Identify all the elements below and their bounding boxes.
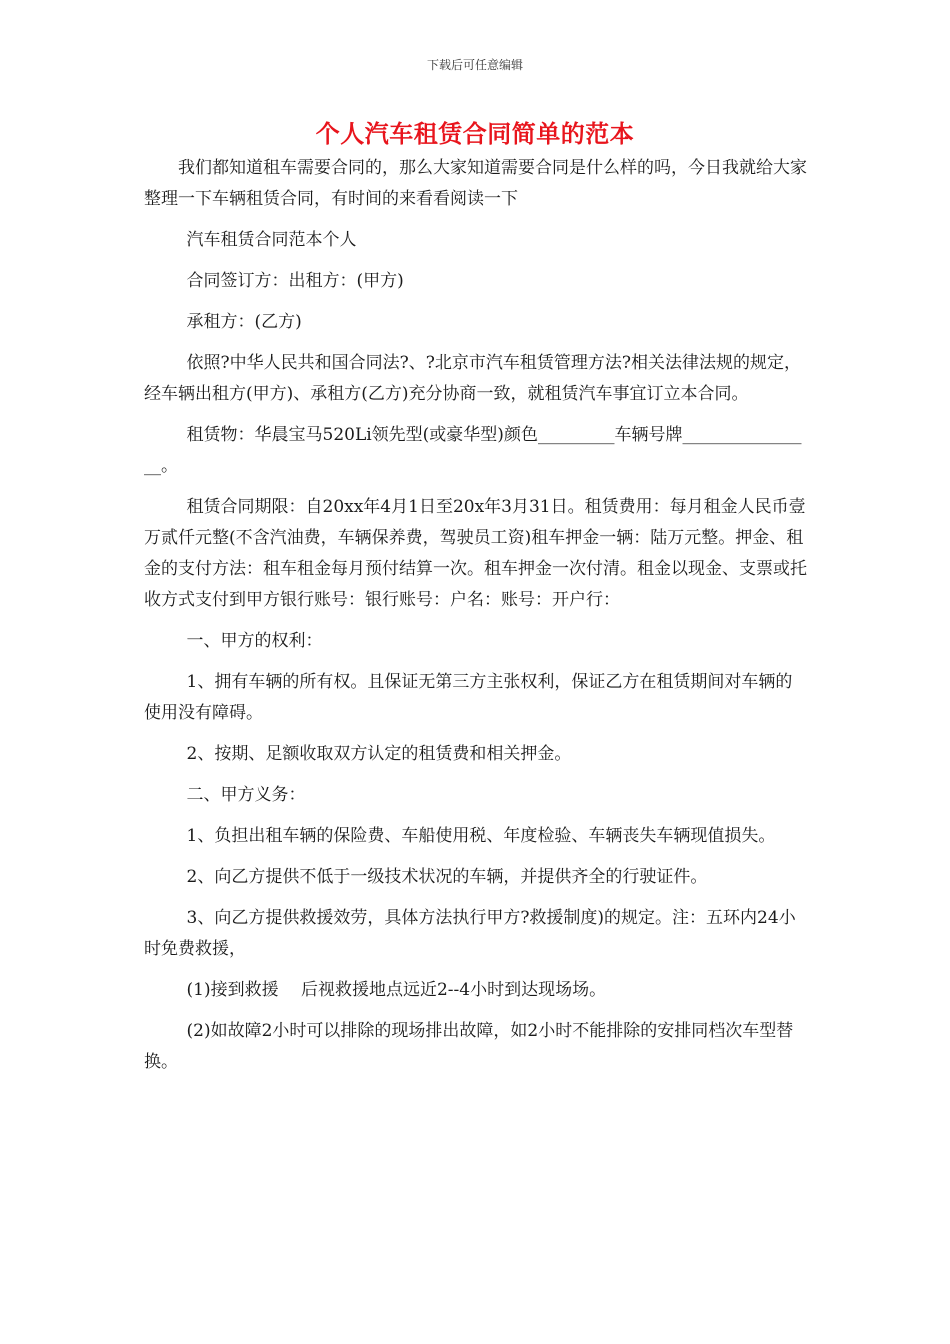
section-heading-obligations: 二、甲方义务： — [186, 785, 306, 805]
header-note: 下载后可任意编辑 — [426, 58, 523, 72]
obligations-item-2: 2、向乙方提供不低于一级技术状况的车辆，并提供齐全的行驶证件。 — [186, 867, 708, 887]
lease-object-paragraph: 租赁物：华晨宝马520Li领先型(或豪华型)颜色_________车辆号牌________________。 — [144, 425, 802, 476]
rescue-item-1: (1)接到救援 后视救援地点远近2--4小时到达现场场。 — [186, 980, 607, 1000]
lease-term-paragraph: 租赁合同期限：自20xx年4月1日至20x年3月31日。租赁费用：每月租金人民币壹万贰仟元整(不含汽油费，车辆保养费，驾驶员工资)租车押金一辆：陆万元整。押金、租金的支付方法：租车租金每月预付结算一次。租车押金一次付清。租金以现金、支票或托收方式支付到甲方银行账号：银行账号：户名：账号：开户行： — [144, 497, 807, 610]
rights-item-2: 2、按期、足额收取双方认定的租赁费和相关押金。 — [186, 744, 572, 764]
lessee-line: 承租方：(乙方) — [186, 312, 302, 332]
document-title: 个人汽车租赁合同简单的范本 — [315, 120, 635, 148]
lessor-line: 合同签订方：出租方：(甲方) — [186, 271, 404, 291]
section-heading-rights: 一、甲方的权利： — [186, 631, 323, 651]
rescue-item-2: (2)如故障2小时可以排除的现场排出故障，如2小时不能排除的安排同档次车型替换。 — [144, 1021, 794, 1072]
legal-basis-paragraph: 依照?中华人民共和国合同法?、?北京市汽车租赁管理方法?相关法律法规的规定，经车辆出租方(甲方)、承租方(乙方)充分协商一致，就租赁汽车事宜订立本合同。 — [144, 353, 801, 404]
obligations-item-3: 3、向乙方提供救援效劳，具体方法执行甲方?救援制度)的规定。注：五环内24小时免费救援， — [144, 908, 796, 959]
document-body — [144, 153, 808, 1088]
obligations-item-1: 1、负担出租车辆的保险费、车船使用税、年度检验、车辆丧失车辆现值损失。 — [186, 826, 776, 846]
intro-paragraph: 我们都知道租车需要合同的，那么大家知道需要合同是什么样的吗，今日我就给大家整理一下车辆租赁合同，有时间的来看看阅读一下 — [144, 158, 807, 209]
contract-subtitle: 汽车租赁合同范本个人 — [186, 230, 357, 250]
rights-item-1: 1、拥有车辆的所有权。且保证无第三方主张权利，保证乙方在租赁期间对车辆的使用没有障碍。 — [144, 672, 793, 723]
